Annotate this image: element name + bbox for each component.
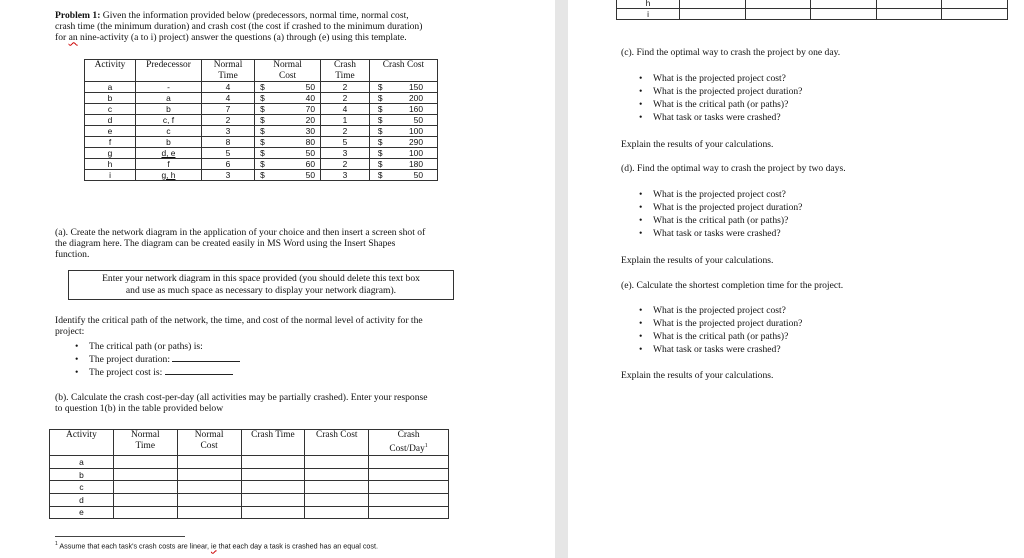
cell-activity: c [50, 481, 114, 494]
entry-cell[interactable] [369, 493, 449, 506]
cell-crash-time: 5 [321, 137, 370, 148]
cell-activity: i [617, 9, 680, 20]
bullet-critical-path: • The critical path (or paths) is: [75, 340, 335, 353]
intro-line-3-post: nine-activity (a to i) project) answer the questions (a) through (e) using this template. [77, 32, 407, 44]
right-page [568, 0, 1024, 558]
entry-cell[interactable] [369, 481, 449, 494]
cell-activity: f [85, 137, 136, 148]
cell-crash-cost: $ 50 [369, 115, 437, 126]
continued-row-i [617, 9, 1008, 20]
data-row-d [85, 115, 438, 126]
question-item: • What is the projected project duration? [639, 317, 999, 330]
cell-crash-cost: $ 150 [369, 82, 437, 93]
cell-normal-time: 4 [201, 93, 254, 104]
cell-crash-time: 1 [321, 115, 370, 126]
cell-normal-time: 3 [201, 170, 254, 181]
cell-crash-time: 4 [321, 104, 370, 115]
entry-cell[interactable] [876, 0, 942, 9]
cell-activity: h [85, 159, 136, 170]
intro-line-1: Given the information provided below (predecessors, normal time, normal cost, [100, 10, 409, 21]
cell-crash-time: 2 [321, 126, 370, 137]
part-d-explain: Explain the results of your calculations. [621, 255, 774, 266]
cell-predecessor: b [136, 137, 202, 148]
data-row-i [85, 170, 438, 181]
entry-cell[interactable] [305, 481, 369, 494]
continued-row-h [617, 0, 1008, 9]
duration-blank-line[interactable] [172, 353, 240, 362]
entry-cell[interactable] [113, 481, 177, 494]
bullet-project-duration: • The project duration: [75, 353, 335, 366]
question-item: • What is the projected project cost? [639, 304, 999, 317]
cell-predecessor: c, f [136, 115, 202, 126]
cell-normal-time: 5 [201, 148, 254, 159]
entry-cell[interactable] [177, 493, 241, 506]
part-e-title: (e). Calculate the shortest completion time for the project. [621, 280, 844, 291]
continued-table [616, 0, 1008, 20]
cell-normal-time: 2 [201, 115, 254, 126]
problem-intro [55, 10, 525, 44]
diagram-box-line-1: Enter your network diagram in this space provided (you should delete this text box [102, 273, 420, 284]
crash-cost-table [49, 429, 449, 519]
cell-activity: g [85, 148, 136, 159]
cell-crash-cost: $ 160 [369, 104, 437, 115]
entry-cell[interactable] [876, 9, 942, 20]
cell-normal-cost: $ 60 [255, 159, 321, 170]
entry-cell[interactable] [305, 506, 369, 519]
entry-cell[interactable] [241, 506, 305, 519]
part-e-questions [639, 304, 999, 356]
cell-normal-cost: $ 80 [255, 137, 321, 148]
diagram-box-line-2: and use as much space as necessary to display your network diagram). [125, 285, 397, 296]
cell-normal-time: 6 [201, 159, 254, 170]
header-predecessor: Predecessor [136, 60, 202, 82]
crash-cost-body [50, 456, 449, 519]
header-activity-b: Activity [50, 430, 114, 456]
footnote-divider [55, 536, 185, 537]
question-item: • What task or tasks were crashed? [639, 343, 999, 356]
cell-crash-time: 3 [321, 148, 370, 159]
footnote: $^1$ Assume that each task's crash costs are linear, ie that each day a task is crashed has an equal cost. [55, 541, 378, 551]
entry-cell[interactable] [745, 9, 811, 20]
cell-normal-cost: $ 50 [255, 82, 321, 93]
question-item: • What is the projected project cost? [639, 188, 999, 201]
cell-normal-time: 4 [201, 82, 254, 93]
cell-normal-cost: $ 40 [255, 93, 321, 104]
cell-crash-cost: $ 100 [369, 148, 437, 159]
part-c-questions [639, 72, 999, 124]
header-crash-time-b: Crash Time [241, 430, 305, 456]
cell-crash-cost: $ 180 [369, 159, 437, 170]
cell-crash-time: 3 [321, 170, 370, 181]
data-row-h [85, 159, 438, 170]
cell-activity: d [50, 493, 114, 506]
identify-line-2: project: [55, 326, 85, 338]
part-a-text [55, 227, 525, 261]
cell-crash-cost: $ 50 [369, 170, 437, 181]
entry-cell[interactable] [369, 506, 449, 519]
entry-cell[interactable] [811, 9, 877, 20]
header-normal-cost-b: Normal Cost [177, 430, 241, 456]
data-row-a [85, 82, 438, 93]
question-item: • What is the critical path (or paths)? [639, 98, 999, 111]
cell-activity: h [617, 0, 680, 9]
part-a-line-2: the diagram here. The diagram can be created easily in MS Word using the Insert Shapes [55, 238, 396, 250]
problem-label: Problem 1: [55, 10, 101, 21]
intro-line-2: crash time (the minimum duration) and crash cost (the cost if crashed to the minimum duration) [55, 21, 423, 33]
cell-normal-time: 3 [201, 126, 254, 137]
crash-row-a [50, 456, 449, 469]
cell-activity: d [85, 115, 136, 126]
cell-activity: i [85, 170, 136, 181]
entry-cell[interactable] [241, 456, 305, 469]
bullet-project-cost: • The project cost is: [75, 366, 335, 379]
cell-crash-time: 2 [321, 93, 370, 104]
intro-an-word: an [68, 32, 78, 44]
cell-normal-cost: $ 50 [255, 170, 321, 181]
cell-crash-cost: $ 100 [369, 126, 437, 137]
cell-predecessor: g, h [136, 170, 202, 181]
cell-predecessor: a [136, 93, 202, 104]
entry-cell[interactable] [241, 481, 305, 494]
part-b-line-2: to question 1(b) in the table provided below [55, 403, 224, 415]
project-data-table [84, 59, 438, 181]
identify-line-1: Identify the critical path of the network, the time, and cost of the normal level of activity for the [55, 315, 423, 326]
question-item: • What task or tasks were crashed? [639, 111, 999, 124]
entry-cell[interactable] [305, 493, 369, 506]
entry-cell[interactable] [369, 456, 449, 469]
cell-activity: a [85, 82, 136, 93]
entry-cell[interactable] [241, 493, 305, 506]
cell-activity: c [85, 104, 136, 115]
cell-predecessor: - [136, 82, 202, 93]
cell-normal-time: 7 [201, 104, 254, 115]
cell-activity: e [85, 126, 136, 137]
identify-bullets [75, 340, 335, 379]
header-crash-time: Crash Time [321, 60, 370, 82]
entry-cell[interactable] [113, 468, 177, 481]
part-a-line-1: (a). Create the network diagram in the application of your choice and then insert a screen shot of [55, 227, 426, 238]
data-row-e [85, 126, 438, 137]
entry-cell[interactable] [305, 468, 369, 481]
entry-cell[interactable] [113, 493, 177, 506]
cell-normal-cost: $ 20 [255, 115, 321, 126]
cell-predecessor: d, e [136, 148, 202, 159]
data-row-g [85, 148, 438, 159]
header-normal-cost: Normal Cost [255, 60, 321, 82]
entry-cell[interactable] [680, 9, 746, 20]
entry-cell[interactable] [177, 456, 241, 469]
part-d-questions [639, 188, 999, 240]
header-crash-cost: Crash Cost [369, 60, 437, 82]
entry-cell[interactable] [680, 0, 746, 9]
cell-predecessor: b [136, 104, 202, 115]
cell-normal-cost: $ 50 [255, 148, 321, 159]
data-row-b [85, 93, 438, 104]
entry-cell[interactable] [942, 9, 1008, 20]
cost-blank-line[interactable] [165, 366, 233, 375]
cell-crash-time: 2 [321, 82, 370, 93]
data-row-f [85, 137, 438, 148]
entry-cell[interactable] [942, 0, 1008, 9]
header-normal-time-b: Normal Time [113, 430, 177, 456]
cell-crash-time: 2 [321, 159, 370, 170]
entry-cell[interactable] [113, 456, 177, 469]
question-item: • What task or tasks were crashed? [639, 227, 999, 240]
identify-text [55, 315, 525, 337]
question-item: • What is the critical path (or paths)? [639, 214, 999, 227]
cell-activity: b [50, 468, 114, 481]
part-d-title: (d). Find the optimal way to crash the project by two days. [621, 163, 846, 174]
question-item: • What is the projected project cost? [639, 72, 999, 85]
cell-activity: a [50, 456, 114, 469]
part-b-text [55, 392, 525, 414]
footnote-ref-superscript: 1 [424, 443, 428, 449]
part-a-line-3: function. [55, 249, 90, 261]
crash-row-e [50, 506, 449, 519]
question-item: • What is the projected project duration? [639, 201, 999, 214]
entry-cell[interactable] [811, 0, 877, 9]
question-item: • What is the critical path (or paths)? [639, 330, 999, 343]
cell-normal-time: 8 [201, 137, 254, 148]
crash-row-d [50, 493, 449, 506]
cell-activity: b [85, 93, 136, 104]
part-c-title: (c). Find the optimal way to crash the project by one day. [621, 47, 841, 58]
header-crash-cost-per-day: Crash Cost/Day$^1$ [369, 430, 449, 456]
cell-activity: e [50, 506, 114, 519]
entry-cell[interactable] [369, 468, 449, 481]
header-crash-cost-b: Crash Cost [305, 430, 369, 456]
cell-predecessor: f [136, 159, 202, 170]
entry-cell[interactable] [177, 506, 241, 519]
entry-cell[interactable] [177, 468, 241, 481]
cell-crash-cost: $ 290 [369, 137, 437, 148]
cell-normal-cost: $ 70 [255, 104, 321, 115]
cell-crash-cost: $ 200 [369, 93, 437, 104]
header-normal-time: Normal Time [201, 60, 254, 82]
network-diagram-placeholder-box[interactable] [68, 270, 454, 300]
entry-cell[interactable] [241, 468, 305, 481]
project-data-body [85, 82, 438, 181]
header-activity: Activity [85, 60, 136, 82]
data-row-c [85, 104, 438, 115]
cell-normal-cost: $ 30 [255, 126, 321, 137]
part-b-line-1: (b). Calculate the crash cost-per-day (all activities may be partially crashed). Enter your response [55, 392, 428, 403]
crash-row-b [50, 468, 449, 481]
entry-cell[interactable] [113, 506, 177, 519]
entry-cell[interactable] [177, 481, 241, 494]
crash-row-c [50, 481, 449, 494]
footnote-ie-word: ie [210, 541, 217, 551]
part-c-explain: Explain the results of your calculations. [621, 139, 774, 150]
entry-cell[interactable] [305, 456, 369, 469]
question-item: • What is the projected project duration? [639, 85, 999, 98]
intro-line-3-pre: for [55, 32, 69, 44]
part-e-explain: Explain the results of your calculations. [621, 370, 774, 381]
entry-cell[interactable] [745, 0, 811, 9]
cell-predecessor: c [136, 126, 202, 137]
